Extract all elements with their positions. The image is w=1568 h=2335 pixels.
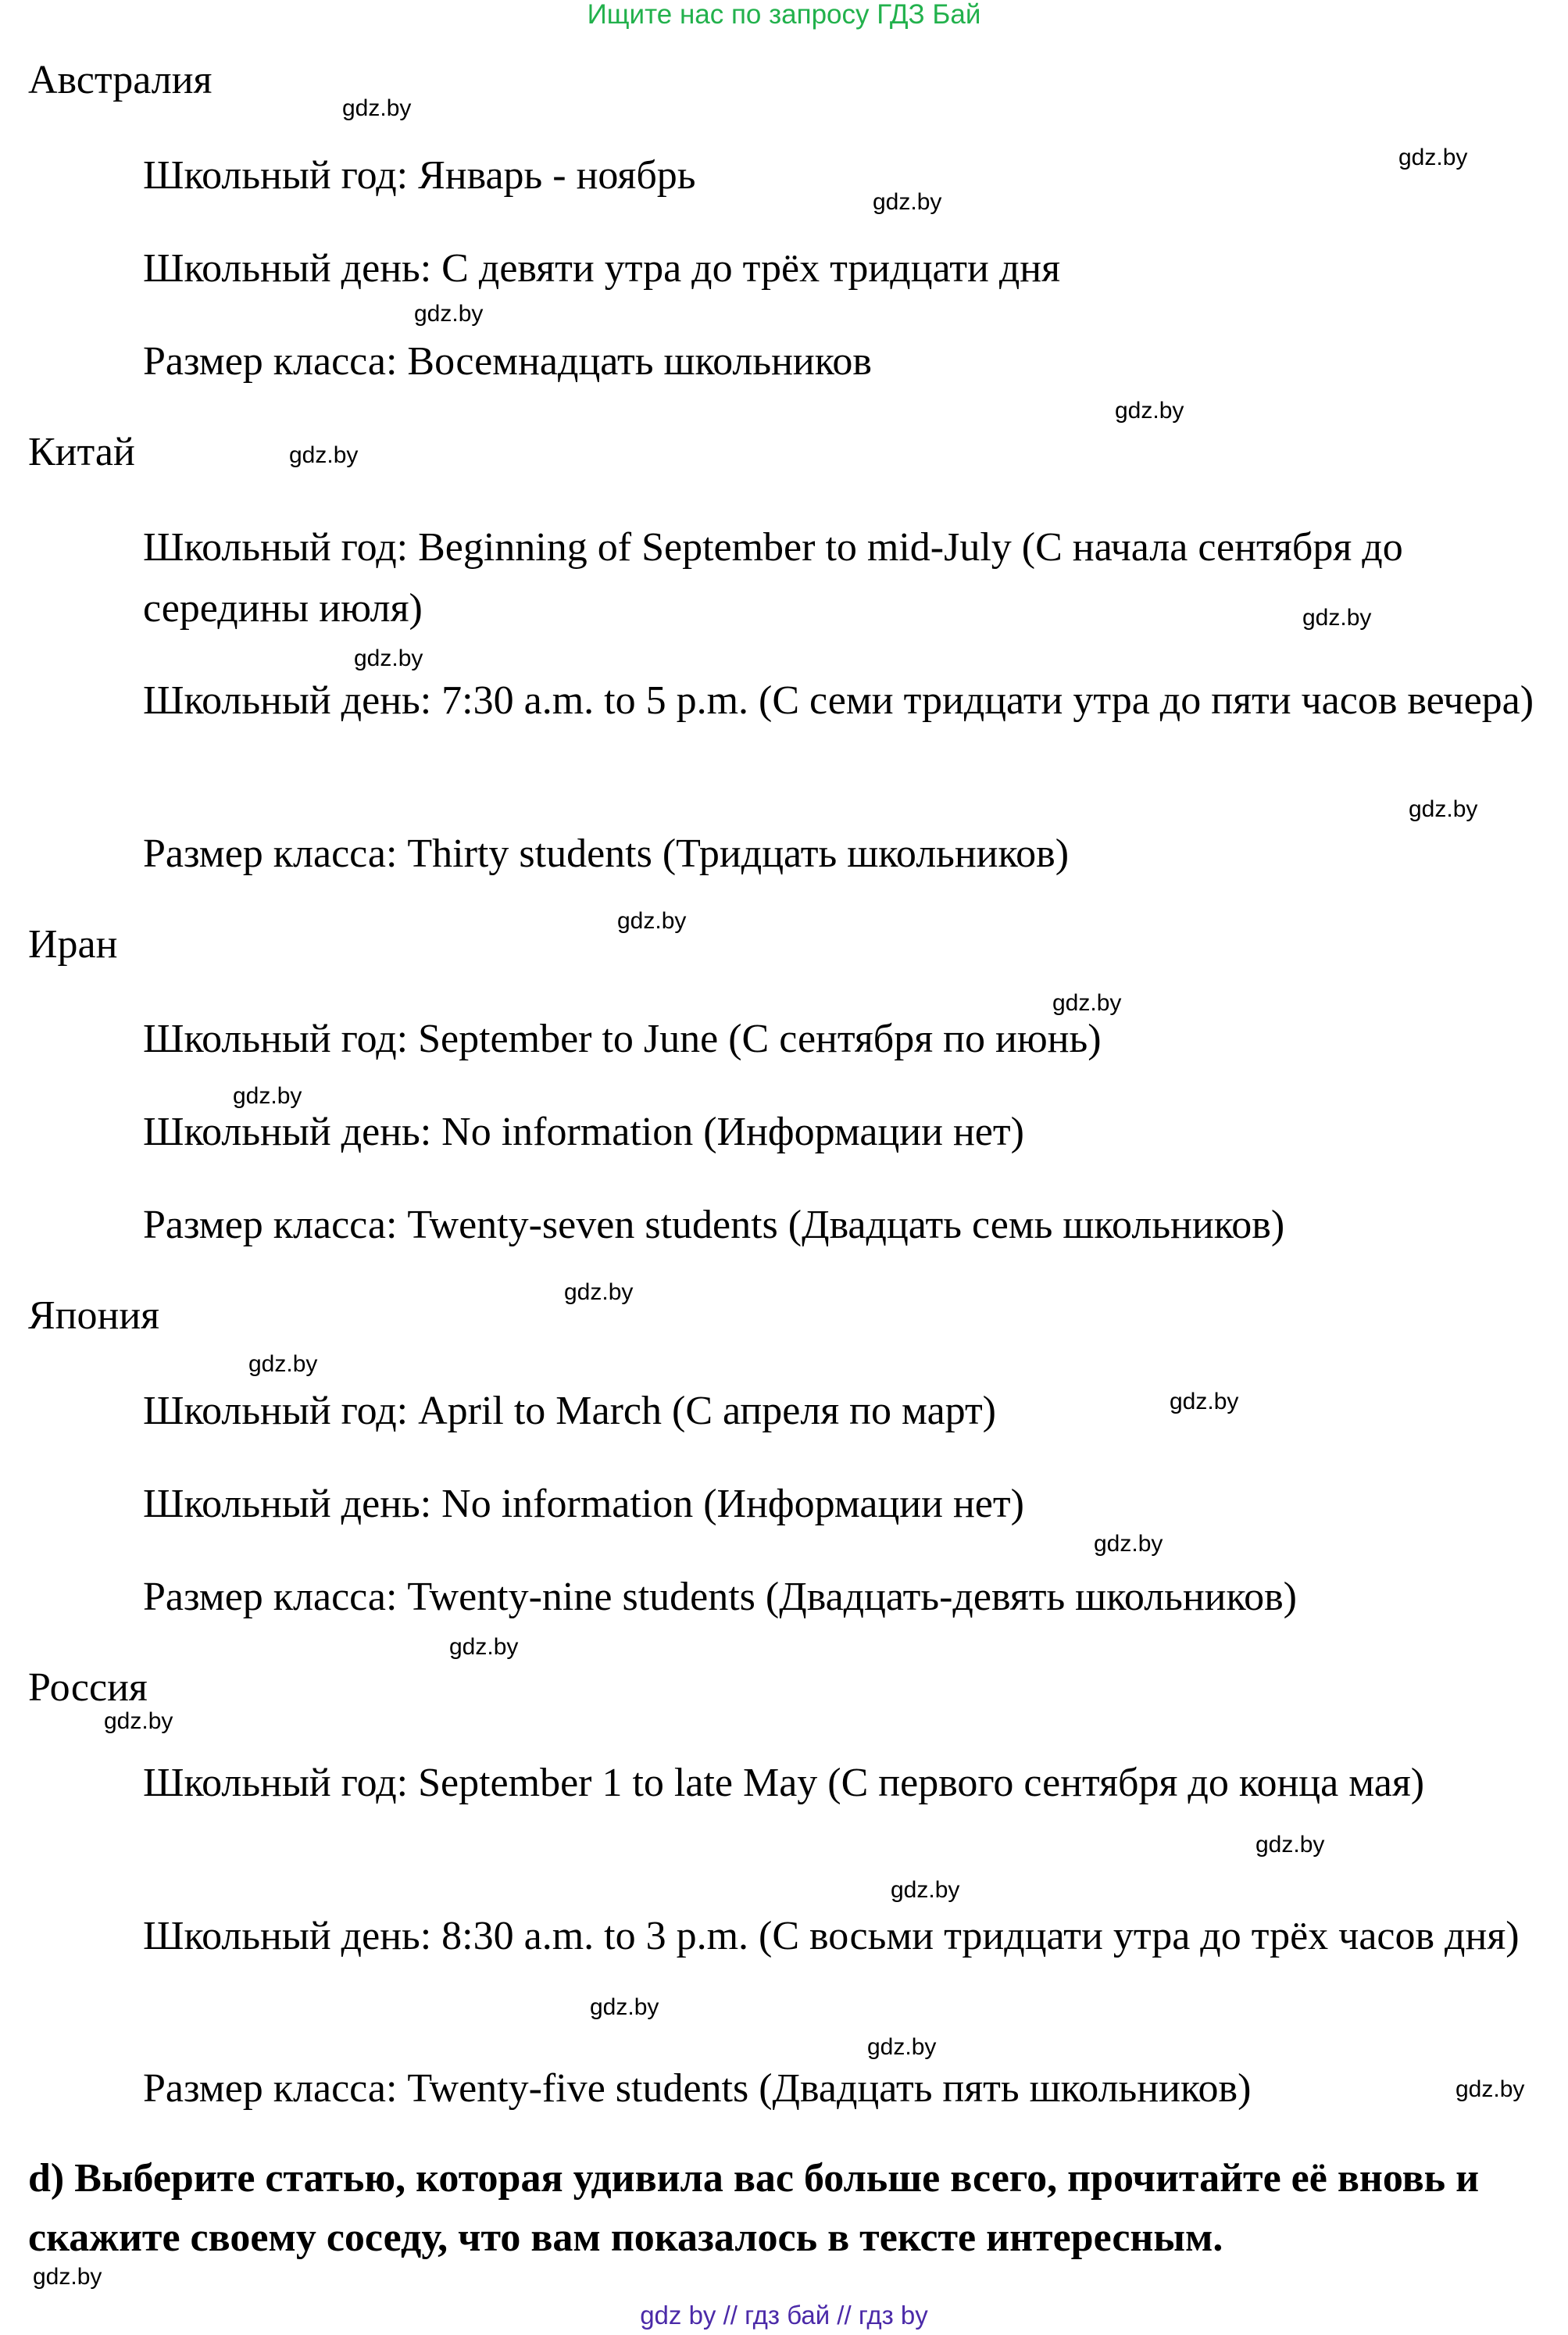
class-size-iran: Размер класса: Twenty-seven students (Двадцать семь школьников)	[143, 1203, 1285, 1247]
school-day-japan: Школьный день: No information (Информации нет)	[143, 1482, 1024, 1526]
watermark-text: gdz.by	[233, 1083, 302, 1109]
watermark-text: gdz.by	[873, 189, 942, 215]
school-year-china: Школьный год: Beginning of September to mid-July (С начала сентября до середины июля)	[143, 525, 1403, 631]
class-size-china: Размер класса: Thirty students (Тридцать школьников)	[143, 831, 1070, 876]
watermark-text: gdz.by	[1255, 1832, 1325, 1858]
watermark-text: gdz.by	[1302, 605, 1372, 631]
school-year-russia: Школьный год: September 1 to late May (С первого сентября до конца мая)	[143, 1761, 1425, 1805]
class-size-russia: Размер класса: Twenty-five students (Двадцать пять школьников)	[143, 2066, 1252, 2111]
school-day-russia: Школьный день: 8:30 a.m. to 3 p.m. (С восьми тридцати утра до трёх часов дня)	[143, 1914, 1520, 1958]
watermark-text: gdz.by	[104, 1708, 173, 1734]
task-d-instruction: d) Выберите статью, которая удивила вас больше всего, прочитайте её вновь и скажите своему соседу, что вам показалось в тексте интересным.	[28, 2156, 1480, 2260]
school-day-china: Школьный день: 7:30 a.m. to 5 p.m. (С семи тридцати утра до пяти часов вечера)	[143, 678, 1534, 723]
school-year-japan: Школьный год: April to March (С апреля по март)	[143, 1389, 996, 1433]
watermark-text: gdz.by	[1409, 796, 1478, 822]
country-heading-iran: Иран	[28, 922, 118, 967]
class-size-japan: Размер класса: Twenty-nine students (Двадцать-девять школьников)	[143, 1575, 1297, 1619]
country-heading-japan: Япония	[28, 1293, 160, 1338]
watermark-text: gdz.by	[1094, 1531, 1163, 1557]
country-heading-china: Китай	[28, 430, 135, 474]
school-year-australia: Школьный год: Январь - ноябрь	[143, 153, 696, 198]
search-hint-banner: Ищите нас по запросу ГДЗ Бай	[587, 0, 981, 30]
watermark-text: gdz.by	[590, 1994, 659, 2020]
school-day-australia: Школьный день: С девяти утра до трёх тридцати дня	[143, 246, 1061, 291]
watermark-text: gdz.by	[1052, 990, 1122, 1016]
watermark-text: gdz.by	[891, 1877, 960, 1903]
watermark-text: gdz.by	[1398, 145, 1468, 170]
watermark-text: gdz.by	[414, 301, 484, 327]
school-day-iran: Школьный день: No information (Информации нет)	[143, 1110, 1024, 1154]
school-year-iran: Школьный год: September to June (С сентября по июнь)	[143, 1017, 1102, 1061]
watermark-text: gdz.by	[248, 1351, 318, 1377]
watermark-text: gdz.by	[1115, 398, 1184, 424]
watermark-text: gdz.by	[33, 2264, 102, 2290]
class-size-australia: Размер класса: Восемнадцать школьников	[143, 339, 872, 384]
watermark-text: gdz.by	[449, 1634, 519, 1660]
watermark-text: gdz.by	[564, 1279, 634, 1305]
watermark-text: gdz.by	[617, 908, 687, 934]
watermark-text: gdz.by	[1170, 1389, 1239, 1414]
watermark-text: gdz.by	[1455, 2076, 1525, 2102]
watermark-text: gdz.by	[342, 95, 412, 121]
watermark-text: gdz.by	[354, 645, 423, 671]
watermark-text: gdz.by	[867, 2034, 937, 2060]
country-heading-australia: Австралия	[28, 58, 213, 102]
watermark-text: gdz.by	[289, 442, 359, 468]
footer-watermark: gdz by // гдз бай // гдз by	[640, 2301, 928, 2330]
country-heading-russia: Россия	[28, 1665, 148, 1710]
